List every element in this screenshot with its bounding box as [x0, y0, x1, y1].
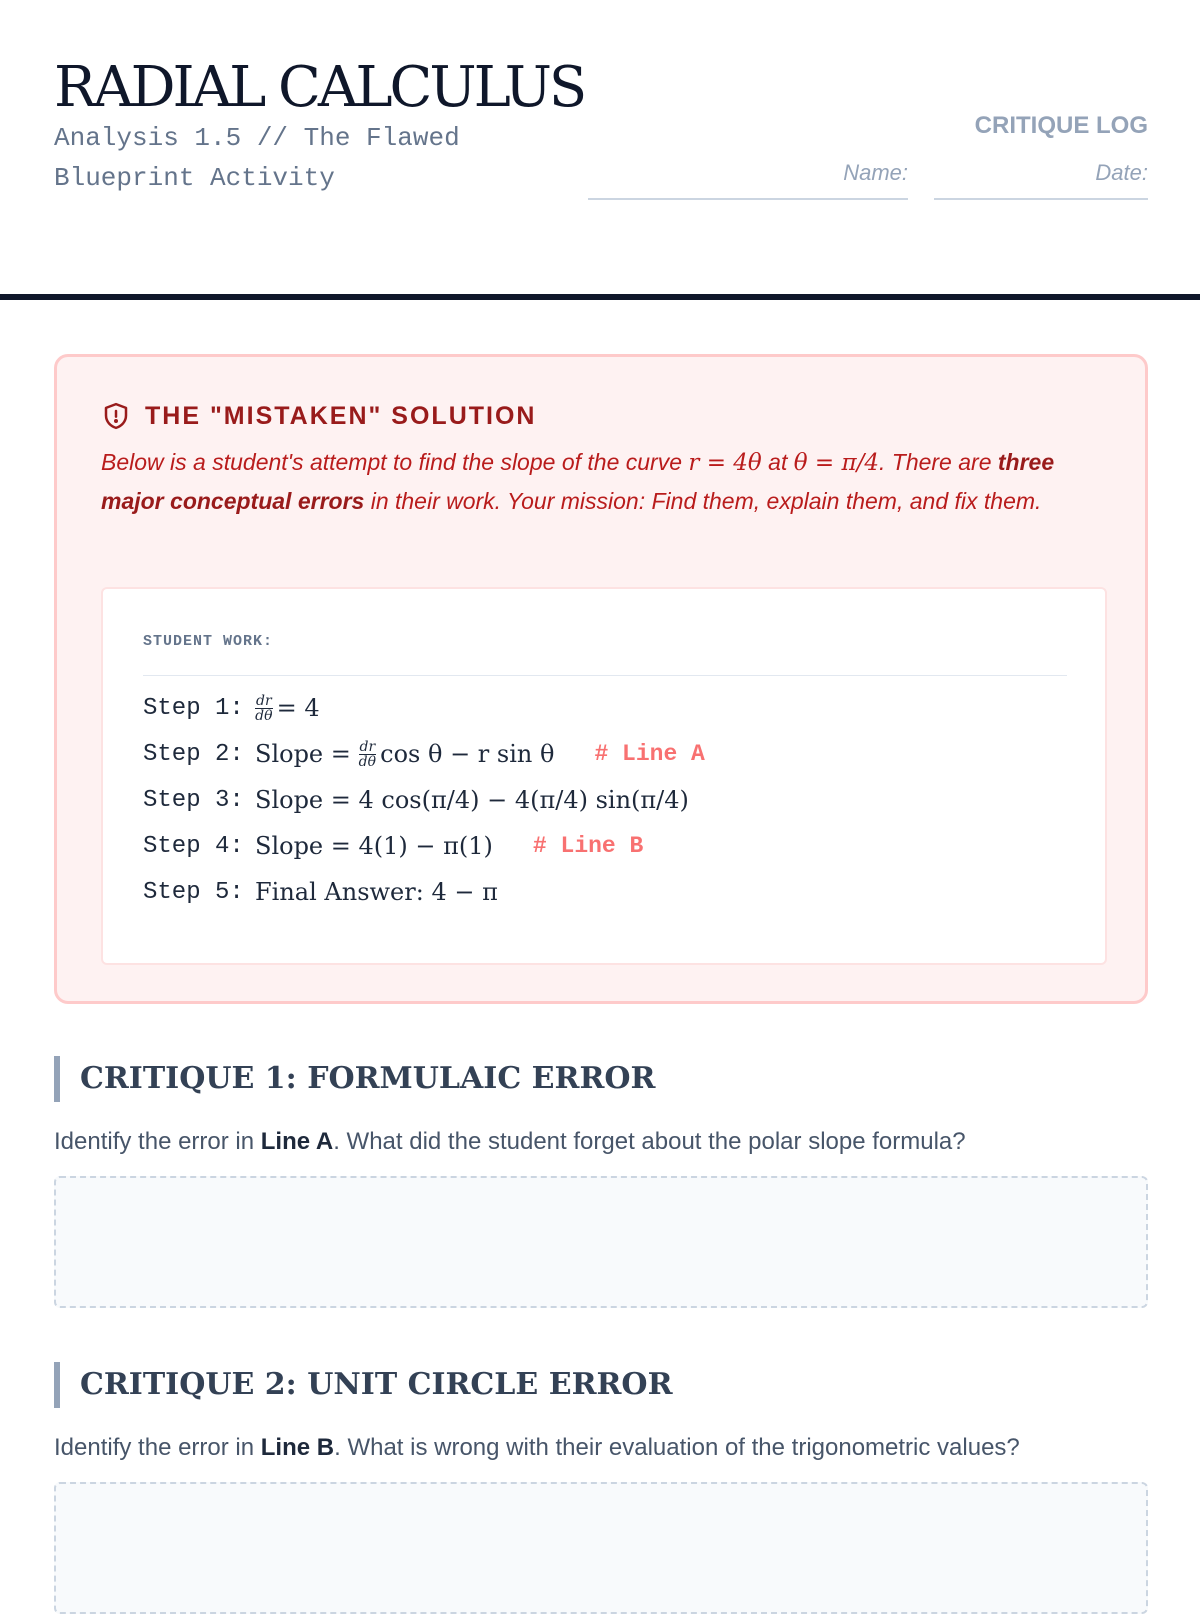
critique-question [54, 1128, 1148, 1156]
step-prefix: Slope = [255, 740, 359, 768]
answer-box-1[interactable] [54, 1176, 1148, 1308]
step-row [143, 731, 705, 777]
page-header [0, 0, 1200, 300]
frac-numerator: dr [256, 692, 272, 709]
question-text: . What did the student forget about the polar slope formula? [333, 1128, 966, 1155]
line-b-comment: # Line B [532, 833, 644, 859]
alert-text-2: at [761, 449, 794, 475]
frac-denominator: dθ [255, 707, 273, 724]
question-text: . What is wrong with their evaluation of the trigonometric values? [334, 1434, 1020, 1461]
date-label: Date: [1095, 160, 1148, 185]
answer-box-2[interactable] [54, 1482, 1148, 1614]
alert-text-3: . There are [878, 449, 998, 475]
derivative-fraction [359, 740, 377, 769]
question-text: Identify the error in [54, 1434, 261, 1461]
critique-title: CRITIQUE 2: UNIT CIRCLE ERROR [54, 1362, 1148, 1408]
step-expression: cos θ − r sin θ [380, 740, 555, 768]
critique-section-2 [54, 1362, 1148, 1614]
date-field[interactable] [934, 160, 1148, 200]
alert-instructions [101, 443, 1111, 520]
alert-text-1: Below is a student's attempt to find the slope of the curve [101, 449, 689, 475]
student-work-label: STUDENT WORK: [143, 633, 274, 650]
frac-numerator: dr [359, 738, 376, 755]
step-expression: Slope = 4(1) − π(1) [255, 832, 493, 860]
critique-log-label: CRITIQUE LOG [974, 112, 1148, 139]
question-text: Identify the error in [54, 1128, 261, 1155]
alert-header [101, 401, 536, 431]
step-row [143, 685, 705, 731]
line-a-comment: # Line A [594, 741, 705, 767]
header-divider [0, 294, 1200, 300]
step-label: Step 3: [143, 786, 244, 814]
step-label: Step 1: [143, 694, 244, 722]
point-equation: θ = π/4 [793, 450, 879, 476]
frac-denominator: dθ [358, 753, 377, 770]
student-work-box [101, 587, 1107, 965]
step-expression: Final Answer: 4 − π [255, 878, 498, 906]
name-field[interactable] [588, 160, 908, 200]
step-expression: = 4 [276, 694, 320, 722]
shield-alert-icon [101, 401, 131, 431]
step-row [143, 777, 705, 823]
critique-title: CRITIQUE 1: FORMULAIC ERROR [54, 1056, 1148, 1102]
critique-question [54, 1434, 1148, 1462]
step-label: Step 2: [143, 740, 244, 768]
alert-text-4: in their work. Your mission: Find them, explain them, and fix them. [364, 488, 1042, 514]
work-divider [143, 675, 1067, 676]
name-label: Name: [843, 160, 908, 185]
derivative-fraction [255, 694, 273, 723]
page-subtitle: Analysis 1.5 // The Flawed Blueprint Activity [54, 123, 460, 193]
step-row [143, 823, 705, 869]
step-expression: Slope = 4 cos(π/4) − 4(π/4) sin(π/4) [255, 786, 689, 814]
step-label: Step 4: [143, 832, 244, 860]
mistaken-solution-card [54, 354, 1148, 1004]
step-math [255, 740, 554, 769]
question-line-ref: Line B [260, 1434, 335, 1461]
step-label: Step 5: [143, 878, 244, 906]
critique-section-1 [54, 1056, 1148, 1308]
step-row [143, 869, 705, 915]
alert-emphasis: three major conceptual errors [101, 449, 1055, 514]
curve-equation: r = 4θ [688, 450, 762, 476]
step-math [255, 694, 320, 723]
page-title: RADIAL CALCULUS [54, 55, 585, 120]
question-line-ref: Line A [260, 1128, 334, 1155]
alert-title: THE "MISTAKEN" SOLUTION [145, 401, 537, 430]
steps-list [143, 685, 705, 915]
